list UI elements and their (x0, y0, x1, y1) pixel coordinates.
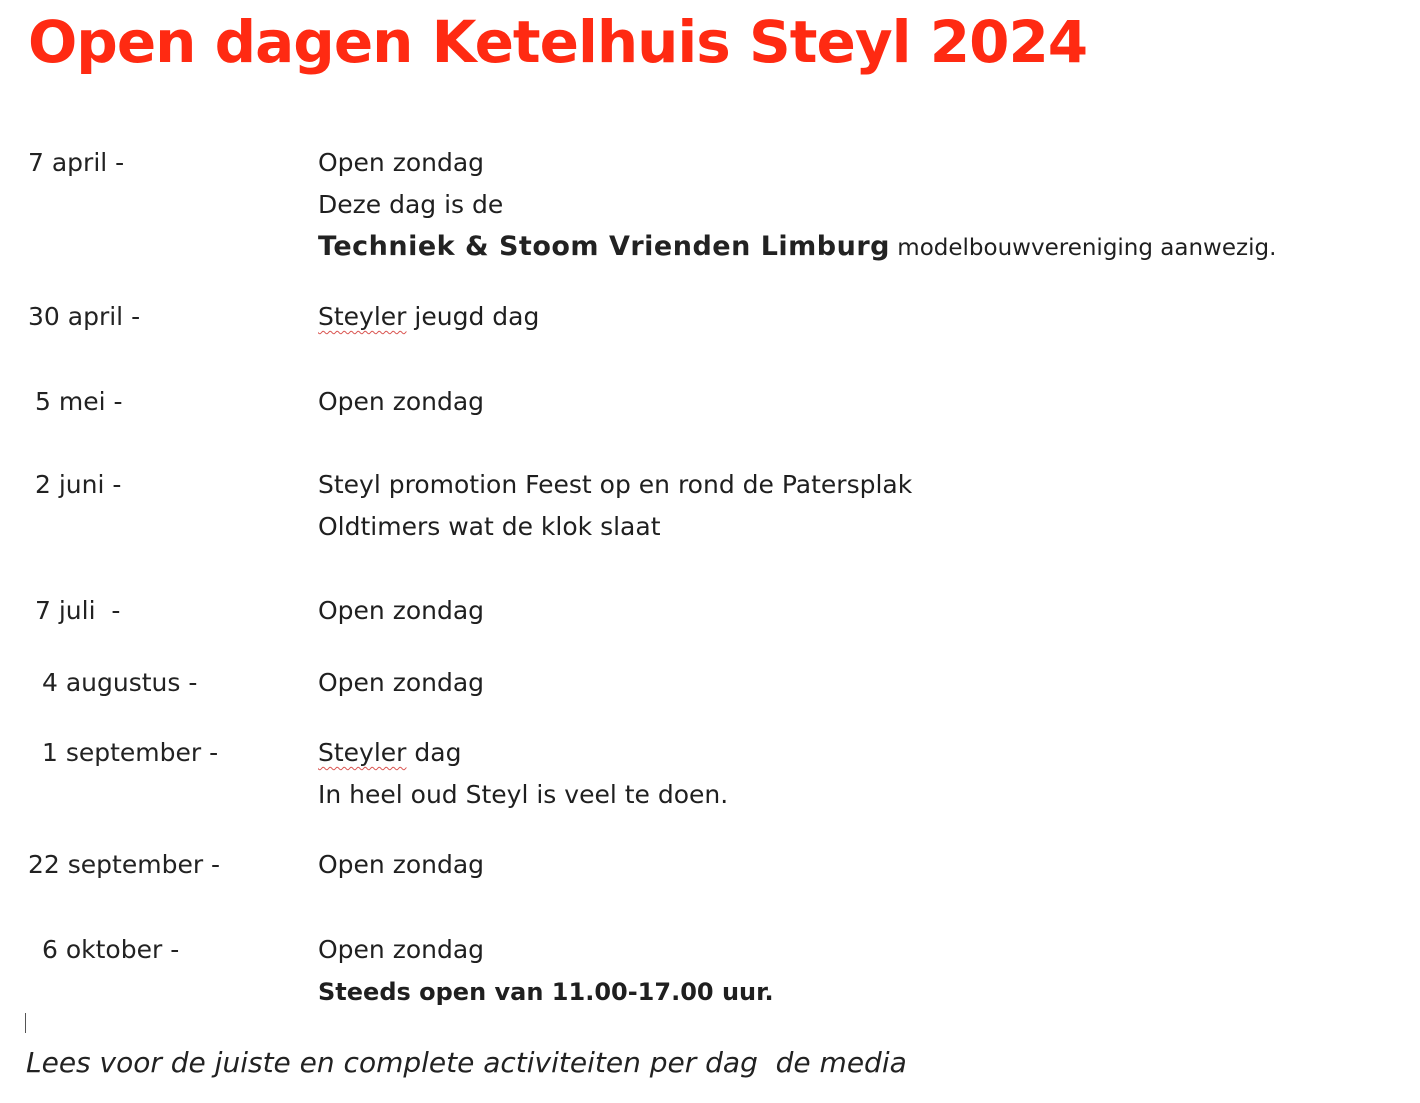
event-text: dag (406, 738, 462, 767)
spellcheck-flagged-word: Steyler (318, 302, 407, 331)
event-line: Open zondag (318, 935, 485, 964)
spellcheck-flagged-word: Steyler (318, 738, 407, 767)
event-line (318, 732, 728, 774)
event-line: Open zondag (318, 387, 485, 416)
date-label: 6 oktober - (42, 935, 180, 964)
event-line: Open zondag (318, 148, 485, 177)
date-label: 30 april - (28, 302, 141, 331)
text-cursor (25, 1013, 26, 1033)
date-label: 4 augustus - (42, 668, 198, 697)
event-description (318, 662, 484, 704)
event-line: Steyl promotion Feest op en rond de Patersplak (318, 470, 913, 499)
date-label: 1 september - (42, 738, 219, 767)
footer-note: Lees voor de juiste en complete activiteiten per dag de media (26, 1046, 907, 1079)
event-line: Open zondag (318, 850, 485, 879)
date-label: 22 september - (28, 850, 221, 879)
club-name: Techniek & Stoom Vrienden Limburg (318, 231, 890, 262)
event-description (318, 296, 539, 338)
event-description (318, 929, 774, 1013)
event-description (318, 590, 484, 632)
event-description (318, 844, 484, 886)
event-description (318, 142, 1276, 268)
club-rest: modelbouwvereniging aanwezig. (890, 235, 1277, 261)
club-line (318, 226, 1276, 268)
event-description (318, 464, 912, 548)
event-line: Deze dag is de (318, 190, 504, 219)
opening-hours: Steeds open van 11.00-17.00 uur. (318, 978, 774, 1006)
date-label: 5 mei - (35, 387, 123, 416)
date-label: 7 april - (28, 148, 125, 177)
event-line (318, 296, 539, 338)
event-text: jeugd dag (406, 302, 540, 331)
date-label: 7 juli - (35, 596, 121, 625)
event-description (318, 732, 728, 816)
event-line: Oldtimers wat de klok slaat (318, 512, 661, 541)
event-line: Open zondag (318, 596, 485, 625)
event-description (318, 381, 484, 423)
event-line: In heel oud Steyl is veel te doen. (318, 780, 729, 809)
event-line: Open zondag (318, 668, 485, 697)
page-title: Open dagen Ketelhuis Steyl 2024 (28, 8, 1088, 76)
date-label: 2 juni - (35, 470, 122, 499)
